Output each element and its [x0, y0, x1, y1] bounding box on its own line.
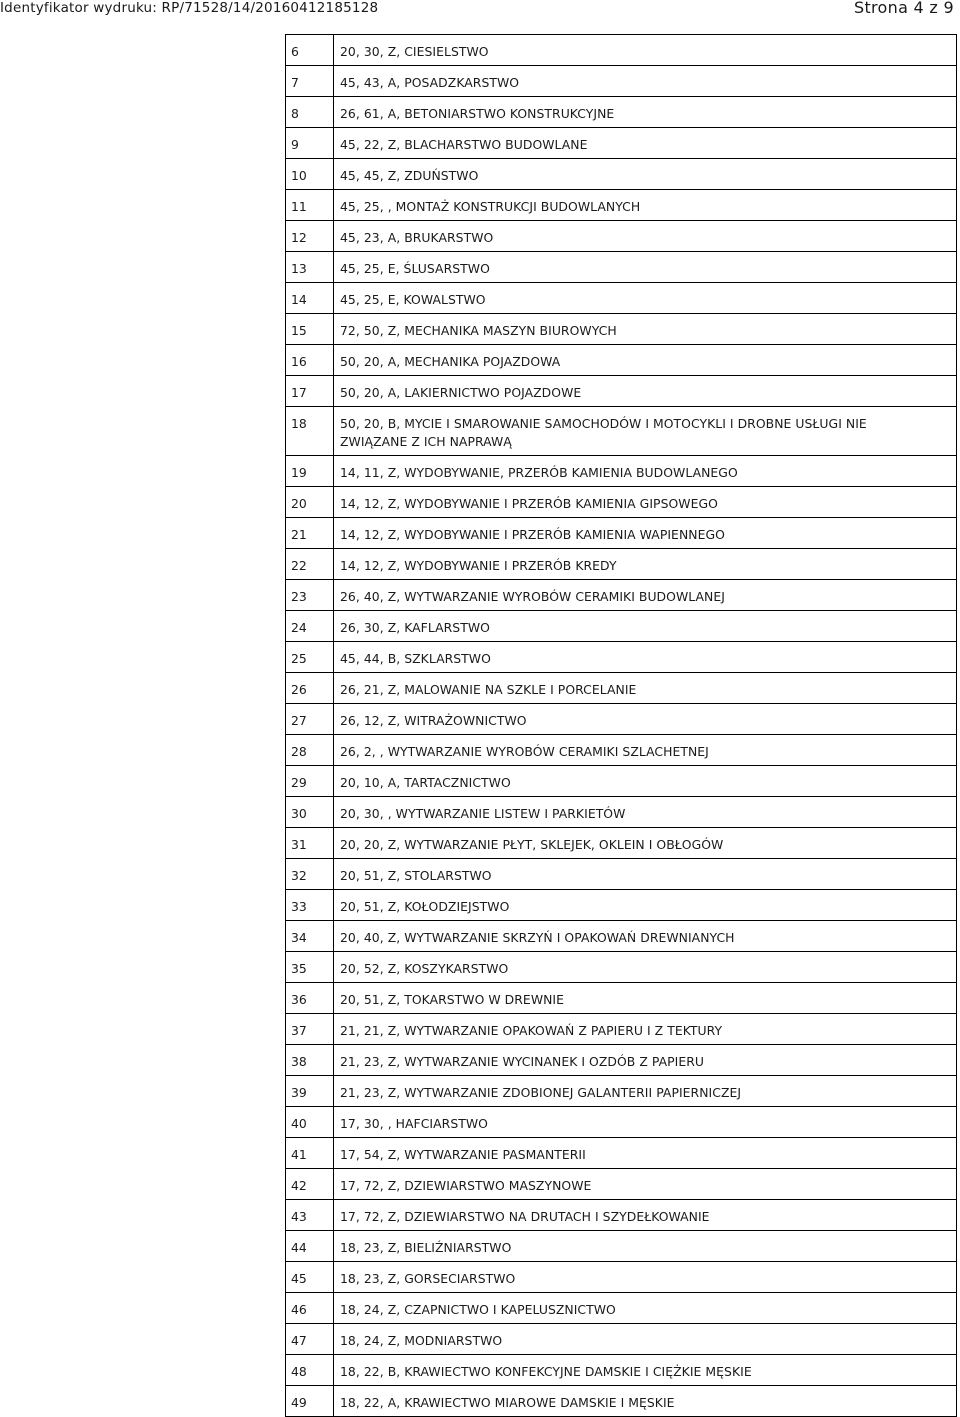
row-number: 15	[286, 314, 334, 345]
row-number: 31	[286, 828, 334, 859]
activity-description: 20, 52, Z, KOSZYKARSTWO	[334, 952, 957, 983]
activity-description: 20, 40, Z, WYTWARZANIE SKRZYŃ I OPAKOWAŃ DREWNIANYCH	[334, 921, 957, 952]
activity-description: 20, 30, Z, CIESIELSTWO	[334, 35, 957, 66]
row-number: 6	[286, 35, 334, 66]
table-row	[286, 159, 957, 190]
table-row	[286, 456, 957, 487]
row-number: 18	[286, 407, 334, 456]
row-number: 17	[286, 376, 334, 407]
row-number: 32	[286, 859, 334, 890]
activity-description: 18, 22, A, KRAWIECTWO MIAROWE DAMSKIE I MĘSKIE	[334, 1386, 957, 1417]
activity-description: 45, 25, E, KOWALSTWO	[334, 283, 957, 314]
row-number: 47	[286, 1324, 334, 1355]
table-row	[286, 1014, 957, 1045]
activity-description: 20, 51, Z, KOŁODZIEJSTWO	[334, 890, 957, 921]
table-row	[286, 673, 957, 704]
activity-description: 20, 51, Z, TOKARSTWO W DREWNIE	[334, 983, 957, 1014]
activity-description: 17, 54, Z, WYTWARZANIE PASMANTERII	[334, 1138, 957, 1169]
table-row	[286, 1355, 957, 1386]
table-row	[286, 376, 957, 407]
activities-table	[285, 34, 957, 1417]
table-row	[286, 828, 957, 859]
table-row	[286, 1076, 957, 1107]
activity-description: 45, 25, , MONTAŻ KONSTRUKCJI BUDOWLANYCH	[334, 190, 957, 221]
row-number: 37	[286, 1014, 334, 1045]
row-number: 25	[286, 642, 334, 673]
row-number: 45	[286, 1262, 334, 1293]
row-number: 28	[286, 735, 334, 766]
row-number: 19	[286, 456, 334, 487]
row-number: 14	[286, 283, 334, 314]
activity-description: 45, 45, Z, ZDUŃSTWO	[334, 159, 957, 190]
row-number: 30	[286, 797, 334, 828]
activity-description: 45, 22, Z, BLACHARSTWO BUDOWLANE	[334, 128, 957, 159]
table-row	[286, 518, 957, 549]
table-row	[286, 252, 957, 283]
row-number: 39	[286, 1076, 334, 1107]
row-number: 10	[286, 159, 334, 190]
row-number: 22	[286, 549, 334, 580]
activity-description: 20, 20, Z, WYTWARZANIE PŁYT, SKLEJEK, OKLEIN I OBŁOGÓW	[334, 828, 957, 859]
activity-description: 18, 24, Z, CZAPNICTWO I KAPELUSZNICTWO	[334, 1293, 957, 1324]
row-number: 41	[286, 1138, 334, 1169]
row-number: 49	[286, 1386, 334, 1417]
activity-description: 21, 23, Z, WYTWARZANIE ZDOBIONEJ GALANTERII PAPIERNICZEJ	[334, 1076, 957, 1107]
activity-description: 26, 2, , WYTWARZANIE WYROBÓW CERAMIKI SZLACHETNEJ	[334, 735, 957, 766]
activity-description: 20, 30, , WYTWARZANIE LISTEW I PARKIETÓW	[334, 797, 957, 828]
table-row	[286, 487, 957, 518]
activity-description: 21, 23, Z, WYTWARZANIE WYCINANEK I OZDÓB Z PAPIERU	[334, 1045, 957, 1076]
table-row	[286, 1200, 957, 1231]
table-row	[286, 580, 957, 611]
activity-description: 45, 25, E, ŚLUSARSTWO	[334, 252, 957, 283]
activity-description: 45, 43, A, POSADZKARSTWO	[334, 66, 957, 97]
row-number: 9	[286, 128, 334, 159]
activity-description: 14, 12, Z, WYDOBYWANIE I PRZERÓB KREDY	[334, 549, 957, 580]
row-number: 43	[286, 1200, 334, 1231]
row-number: 46	[286, 1293, 334, 1324]
table-row	[286, 611, 957, 642]
activities-table-body	[286, 35, 957, 1417]
table-row	[286, 890, 957, 921]
table-row	[286, 983, 957, 1014]
activity-description: 17, 30, , HAFCIARSTWO	[334, 1107, 957, 1138]
row-number: 36	[286, 983, 334, 1014]
table-row	[286, 1262, 957, 1293]
table-row	[286, 1386, 957, 1417]
activity-description: 50, 20, B, MYCIE I SMAROWANIE SAMOCHODÓW I MOTOCYKLI I DROBNE USŁUGI NIE ZWIĄZANE Z ICH NAPRAWĄ	[334, 407, 957, 456]
activity-description: 18, 23, Z, GORSECIARSTWO	[334, 1262, 957, 1293]
table-row	[286, 97, 957, 128]
activity-description: 17, 72, Z, DZIEWIARSTWO NA DRUTACH I SZYDEŁKOWANIE	[334, 1200, 957, 1231]
activity-description: 17, 72, Z, DZIEWIARSTWO MASZYNOWE	[334, 1169, 957, 1200]
row-number: 20	[286, 487, 334, 518]
row-number: 23	[286, 580, 334, 611]
activity-description: 26, 12, Z, WITRAŻOWNICTWO	[334, 704, 957, 735]
table-row	[286, 921, 957, 952]
row-number: 35	[286, 952, 334, 983]
row-number: 33	[286, 890, 334, 921]
activity-description: 50, 20, A, MECHANIKA POJAZDOWA	[334, 345, 957, 376]
print-identifier: Identyfikator wydruku: RP/71528/14/20160412185128	[0, 0, 379, 16]
row-number: 29	[286, 766, 334, 797]
row-number: 13	[286, 252, 334, 283]
table-row	[286, 859, 957, 890]
row-number: 26	[286, 673, 334, 704]
activity-description: 26, 61, A, BETONIARSTWO KONSTRUKCYJNE	[334, 97, 957, 128]
table-row	[286, 704, 957, 735]
activity-description: 26, 40, Z, WYTWARZANIE WYROBÓW CERAMIKI BUDOWLANEJ	[334, 580, 957, 611]
table-row	[286, 797, 957, 828]
activity-description: 20, 51, Z, STOLARSTWO	[334, 859, 957, 890]
row-number: 38	[286, 1045, 334, 1076]
row-number: 24	[286, 611, 334, 642]
row-number: 48	[286, 1355, 334, 1386]
table-row	[286, 283, 957, 314]
row-number: 8	[286, 97, 334, 128]
activity-description: 21, 21, Z, WYTWARZANIE OPAKOWAŃ Z PAPIERU I Z TEKTURY	[334, 1014, 957, 1045]
activity-description: 45, 23, A, BRUKARSTWO	[334, 221, 957, 252]
table-row	[286, 128, 957, 159]
row-number: 42	[286, 1169, 334, 1200]
table-row	[286, 1324, 957, 1355]
activity-description: 50, 20, A, LAKIERNICTWO POJAZDOWE	[334, 376, 957, 407]
table-row	[286, 1293, 957, 1324]
row-number: 12	[286, 221, 334, 252]
row-number: 7	[286, 66, 334, 97]
table-row	[286, 642, 957, 673]
activity-description: 20, 10, A, TARTACZNICTWO	[334, 766, 957, 797]
table-row	[286, 1107, 957, 1138]
activity-description: 14, 12, Z, WYDOBYWANIE I PRZERÓB KAMIENIA GIPSOWEGO	[334, 487, 957, 518]
table-row	[286, 1045, 957, 1076]
table-row	[286, 221, 957, 252]
row-number: 44	[286, 1231, 334, 1262]
table-row	[286, 66, 957, 97]
activity-description: 45, 44, B, SZKLARSTWO	[334, 642, 957, 673]
row-number: 27	[286, 704, 334, 735]
table-row	[286, 549, 957, 580]
row-number: 21	[286, 518, 334, 549]
row-number: 11	[286, 190, 334, 221]
activity-description: 72, 50, Z, MECHANIKA MASZYN BIUROWYCH	[334, 314, 957, 345]
table-row	[286, 407, 957, 456]
table-row	[286, 1169, 957, 1200]
row-number: 34	[286, 921, 334, 952]
table-row	[286, 735, 957, 766]
activity-description: 26, 30, Z, KAFLARSTWO	[334, 611, 957, 642]
activity-description: 26, 21, Z, MALOWANIE NA SZKLE I PORCELANIE	[334, 673, 957, 704]
table-row	[286, 1231, 957, 1262]
activity-description: 14, 11, Z, WYDOBYWANIE, PRZERÓB KAMIENIA BUDOWLANEGO	[334, 456, 957, 487]
activity-description: 18, 23, Z, BIELIŹNIARSTWO	[334, 1231, 957, 1262]
table-row	[286, 766, 957, 797]
activity-description: 14, 12, Z, WYDOBYWANIE I PRZERÓB KAMIENIA WAPIENNEGO	[334, 518, 957, 549]
activity-description: 18, 24, Z, MODNIARSTWO	[334, 1324, 957, 1355]
table-row	[286, 345, 957, 376]
page-number: Strona 4 z 9	[853, 0, 954, 17]
table-row	[286, 314, 957, 345]
row-number: 16	[286, 345, 334, 376]
table-row	[286, 1138, 957, 1169]
table-row	[286, 952, 957, 983]
row-number: 40	[286, 1107, 334, 1138]
table-row	[286, 190, 957, 221]
table-row	[286, 35, 957, 66]
activity-description: 18, 22, B, KRAWIECTWO KONFEKCYJNE DAMSKIE I CIĘŻKIE MĘSKIE	[334, 1355, 957, 1386]
